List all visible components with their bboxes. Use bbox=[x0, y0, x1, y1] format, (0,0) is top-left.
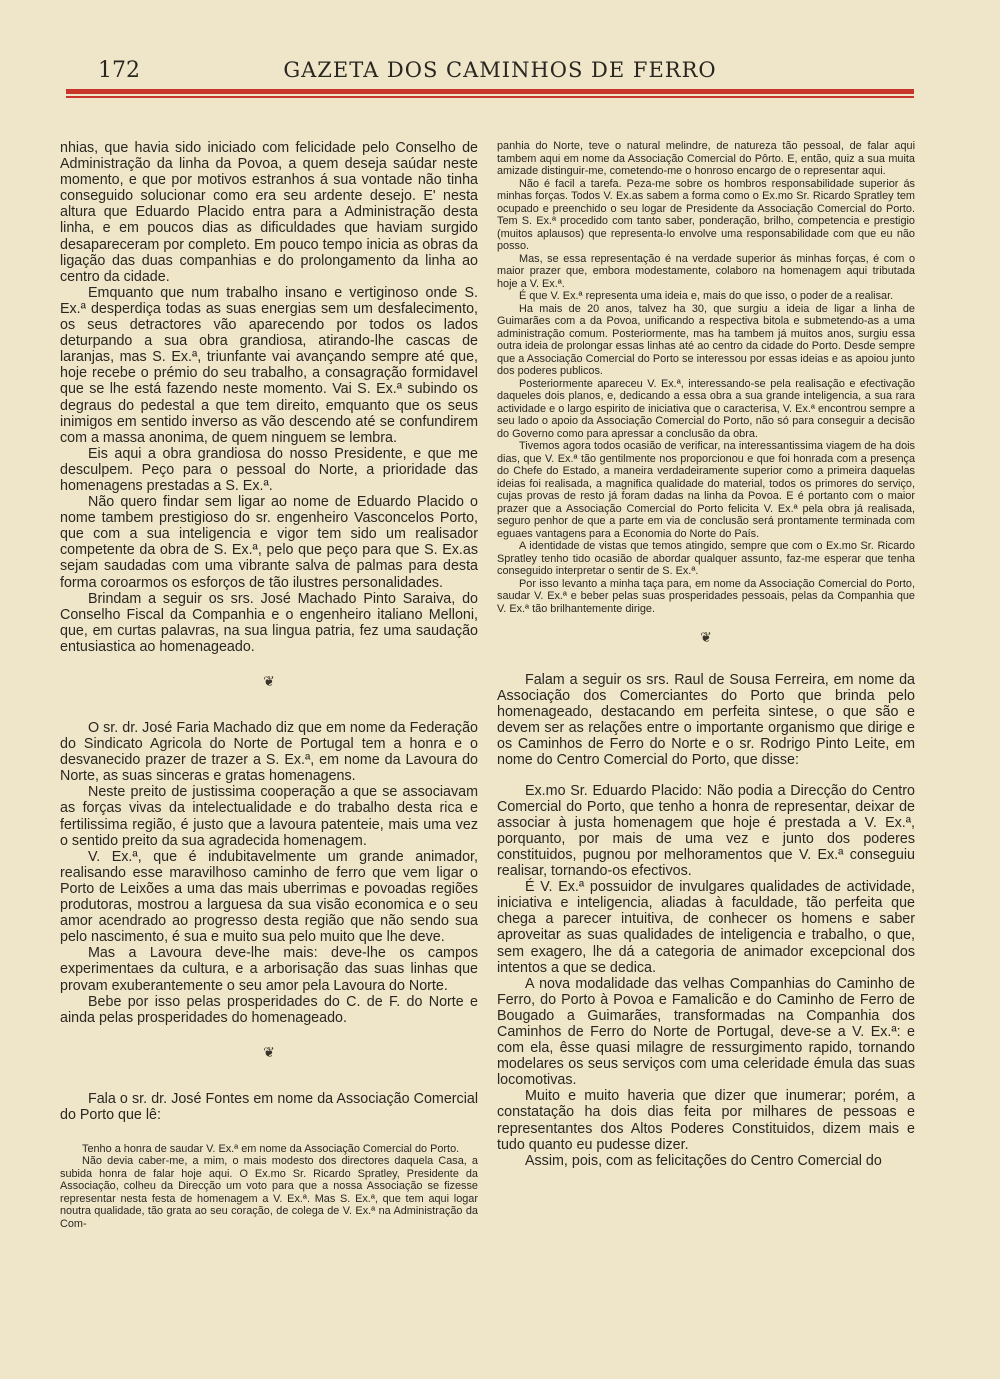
paragraph: A nova modalidade das velhas Companhias do Caminho de Ferro, do Porto à Povoa e Famalicão e do Caminho de Ferro de Bougado a Guimarães, transformadas na Companhia dos Caminhos de Ferro do Norte de Portugal, deve-se a V. Ex.ª: e com ela, êsse quasi milagre de ressurgimento rapido, tornando modelares os seus serviços com uma celeridade émula das suas locomotivas. bbox=[497, 975, 915, 1089]
paragraph: Brindam a seguir os srs. José Machado Pinto Saraiva, do Conselho Fiscal da Companhia e o engenheiro italiano Melloni, que, em curtas palavras, na sua lingua patria, fez uma saudação entusiastica ao homenageado. bbox=[60, 590, 478, 655]
paragraph: Tenho a honra de saudar V. Ex.ª em nome da Associação Comercial do Porto. bbox=[82, 1142, 460, 1155]
paragraph: O sr. dr. José Faria Machado diz que em nome da Federação do Sindicato Agricola do Norte de Portugal tem a honra e o desvanecido prazer de trazer a S. Ex.ª, em nome da Lavoura do Norte, as suas sinceras e gratas homenagens. bbox=[60, 720, 478, 785]
paragraph: Mas, se essa representação é na verdade superior ás minhas forças, é com o maior prazer que, embora modestamente, colaboro na homenagem aqui tributada hoje a V. Ex.ª. bbox=[497, 252, 915, 290]
intro-section bbox=[60, 140, 478, 655]
paragraph: Não é facil a tarefa. Peza-me sobre os hombros responsabilidade superior ás minhas forças. Todos V. Ex.as sabem a forma como o Ex.mo Sr. Ricardo Spratley tem ocupado e preenchido o seu logar de Presidente da Associação Comercial do Porto. Tem S. Ex.ª procedido com tanto saber, ponderação, brilho, competencia e prestigio (muitos aplausos) que representa-lo envolve uma responsabilidade com que eu não posso. bbox=[497, 177, 915, 252]
faria-machado-section bbox=[60, 720, 478, 1026]
paragraph: Não quero findar sem ligar ao nome de Eduardo Placido o nome tambem prestigioso do sr. engenheiro Vasconcelos Porto, que com a sua inteligencia e vigor tem sido um realisador competente da obra de S. Ex.ª, pelo que peço para que S. Ex.as sejam saudadas com uma vibrante salva de palmas para desta forma coroarmos os esforços de tão ilustres personalidades. bbox=[60, 494, 478, 591]
paragraph: panhia do Norte, teve o natural melindre, de natureza tão pessoal, de falar aqui tambem aqui em nome da Associação Comercial do Pôrto. E, então, quiz a sua muita amizade distinguir-me, cometendo-me o honroso encargo de o representar aqui. bbox=[497, 140, 915, 177]
right-column bbox=[497, 140, 915, 1169]
paragraph: Mas a Lavoura deve-lhe mais: deve-lhe os campos experimentaes da cultura, e a arborisação das suas linhas que provam exuberantemente o seu amor pela Lavoura do Norte. bbox=[60, 945, 478, 994]
paragraph: Neste preito de justissima cooperação a que se associavam as forças vivas da intelectualidade e do trabalho desta rica e fertilissima região, é justo que a lavoura patenteie, mais uma vez o sentido preito da sua agradecida homenagem. bbox=[60, 784, 478, 849]
paragraph: nhias, que havia sido iniciado com felicidade pelo Conselho de Administração da linha da Povoa, a quem deseja saúdar neste momento, e que por motivos estranhos á sua vontade não tinha conseguido solucionar como era seu ardente desejo. E' nesta altura que Eduardo Placido entra para a Administração desta linha, e em poucos dias as dificuldades que haviam surgido desapareceram por completo. Em pouco tempo inicia as obras da ligação das duas companhias e do prolongamento da linha ao centro da cidade. bbox=[60, 140, 478, 285]
paragraph: A identidade de vistas que temos atingido, sempre que com o Ex.mo Sr. Ricardo Spratley tenho tido ocasião de abordar qualquer assunto, faz-me esperar que tenha conseguido interpretar o sentir de S. Ex.ª. bbox=[497, 540, 915, 577]
paragraph: Por isso levanto a minha taça para, em nome da Associação Comercial do Porto, saudar V. Ex.ª e beber pelas suas prosperidades pessoais, pelas da Companhia que V. Ex.ª tão brilhantemente dirige. bbox=[497, 577, 915, 615]
ornament-divider: ❦ bbox=[263, 673, 275, 689]
fontes-speech-continued bbox=[497, 140, 915, 615]
centro-comercial-speech bbox=[497, 783, 915, 1169]
journal-title: GAZETA DOS CAMINHOS DE FERRO bbox=[283, 58, 717, 82]
paragraph: Ex.mo Sr. Eduardo Placido: Não podia a Direcção do Centro Comercial do Porto, que tenho a honra de representar, deixar de associar à justa homenagem que hoje é prestada a V. Ex.ª, porquanto, por mais de uma vez e junto dos poderes constituidos, pugnou por melhoramentos que V. Ex.ª conseguiu realisar, tornando-os efectivos. bbox=[497, 782, 915, 880]
header-rule bbox=[66, 89, 914, 94]
paragraph: É que V. Ex.ª representa uma ideia e, mais do que isso, o poder de a realisar. bbox=[519, 290, 894, 302]
falam-section bbox=[497, 672, 915, 769]
ornament-divider: ❦ bbox=[700, 629, 712, 645]
paragraph: Posteriormente apareceu V. Ex.ª, interessando-se pela realisação e efectivação daqueles dois planos, e, dedicando a essa obra a sua grande inteligencia, a sua rara actividade e o largo espirito de iniciativa que o caracterisa, V. Ex.ª encontrou sempre a seu lado o apoio da Associação Comercial do Porto, não só para conseguir a decisão do Governo como para apressar a conclusão da obra. bbox=[497, 377, 915, 440]
paragraph: Tivemos agora todos ocasião de verificar, na interessantissima viagem de ha dois dias, que V. Ex.ª tão gentilmente nos proporcionou e que foi honrada com a presença do Chefe do Estado, a maneira verdadeiramente superior como a primeira daquelas ideias foi realisada, a magnifica qualidade do material, todos os primores do serviço, cujas provas de resto já foram dadas na linha da Povoa. E é portanto com o maior prazer que a Associação Comercial do Porto felicita V. Ex.ª pela obra já realisada, seguro penhor de que a parte em via de conclusão será prontamente terminada com eguaes vantagens para a Economia do Norte do País. bbox=[497, 440, 915, 540]
paragraph: Fala o sr. dr. José Fontes em nome da Associação Comercial do Porto que lê: bbox=[60, 1090, 478, 1123]
paragraph: Não devia caber-me, a mim, o mais modesto dos directores daquela Casa, a subida honra de falar hoje aqui. O Ex.mo Sr. Ricardo Spratley, Presidente da Associação, colheu da Direcção um voto para que a nossa Associação se fizesse representar nesta festa de homenagem a V. Ex.ª. Mas S. Ex.ª, que tem aqui logar noutra qualidade, tão grata ao seu coração, de colega de V. Ex.ª na Administração da Com- bbox=[60, 1155, 478, 1230]
paragraph: V. Ex.ª, que é indubitavelmente um grande animador, realisando esse maravilhoso caminho de ferro que vem ligar o Porto de Leixões a uma das mais uberrimas e povoadas regiões produtoras, mostrou a larguesa da sua visão economica e o seu amor acendrado ao progresso desta região que não sendo sua pelo nascimento, é sua e muito sua pelo muito que lhe deve. bbox=[60, 848, 478, 946]
page-number: 172 bbox=[98, 58, 140, 83]
paragraph: Assim, pois, com as felicitações do Centro Comercial do bbox=[525, 1152, 882, 1169]
ornament-divider: ❦ bbox=[263, 1043, 275, 1060]
fontes-intro bbox=[60, 1091, 478, 1123]
fontes-speech bbox=[60, 1143, 478, 1231]
paragraph: É V. Ex.ª possuidor de invulgares qualidades de actividade, iniciativa e inteligencia, aliadas à faculdade, tão perfeita que chega a parecer intuitiva, de conhecer os homens e saber aproveitar as suas qualidades de inteligencia e trabalho, o que, sem exagero, lhe dá a categoria de animador excepcional dos intentos a que se dedica. bbox=[497, 879, 915, 976]
left-column bbox=[60, 140, 478, 1230]
paragraph: Eis aqui a obra grandiosa do nosso Presidente, e que me desculpem. Peço para o pessoal do Norte, a prioridade das homenagens prestadas a S. Ex.ª. bbox=[60, 445, 478, 494]
paragraph: Emquanto que num trabalho insano e vertiginoso onde S. Ex.ª desperdiça todas as suas energias sem um desfalecimento, os seus detractores vão aparecendo por todos os lados deturpando a sua obra grandiosa, atirando-lhe cascas de laranjas, mas S. Ex.ª, triunfante vai avançando sempre até que, hoje recebe o prémio do seu trabalho, a consagração formidavel que se lhe está fazendo neste momento. Vai S. Ex.ª subindo os degraus do pedestal a que tem direito, emquanto que os seus inimigos em sentido inverso as vão descendo até se confundirem com a massa anonima, de quem ninguem se lembra. bbox=[60, 284, 478, 446]
paragraph: Bebe por isso pelas prosperidades do C. de F. do Norte e ainda pelas prosperidades do homenageado. bbox=[60, 993, 478, 1026]
paragraph: Ha mais de 20 anos, talvez ha 30, que surgiu a ideia de ligar a linha de Guimarães com a da Povoa, unificando a respectiva bitola e submetendo-as a uma administração comum. Posteriormente, mas ha tambem já muitos anos, surgiu essa outra ideia de prolongar essas linhas até ao centro da cidade do Porto. Desde sempre que a Associação Comercial do Porto se interessou por essas ideias e as apoiou junto dos poderes publicos. bbox=[497, 302, 915, 377]
paragraph: Muito e muito haveria que dizer que inumerar; porém, a constatação ha dois dias feita por milhares de pessoas e representantes dos Altos Poderes Constituidos, dizem mais e tudo quanto eu pudesse dizer. bbox=[497, 1088, 915, 1153]
paragraph: Falam a seguir os srs. Raul de Sousa Ferreira, em nome da Associação dos Comerciantes do Porto que brinda pelo homenageado, destacando em perfeita sintese, o que são e devem ser as relações entre o importante organismo que dirige e os Caminhos de Ferro do Norte e o sr. Rodrigo Pinto Leite, em nome do Centro Comercial do Porto, que disse: bbox=[497, 672, 915, 769]
